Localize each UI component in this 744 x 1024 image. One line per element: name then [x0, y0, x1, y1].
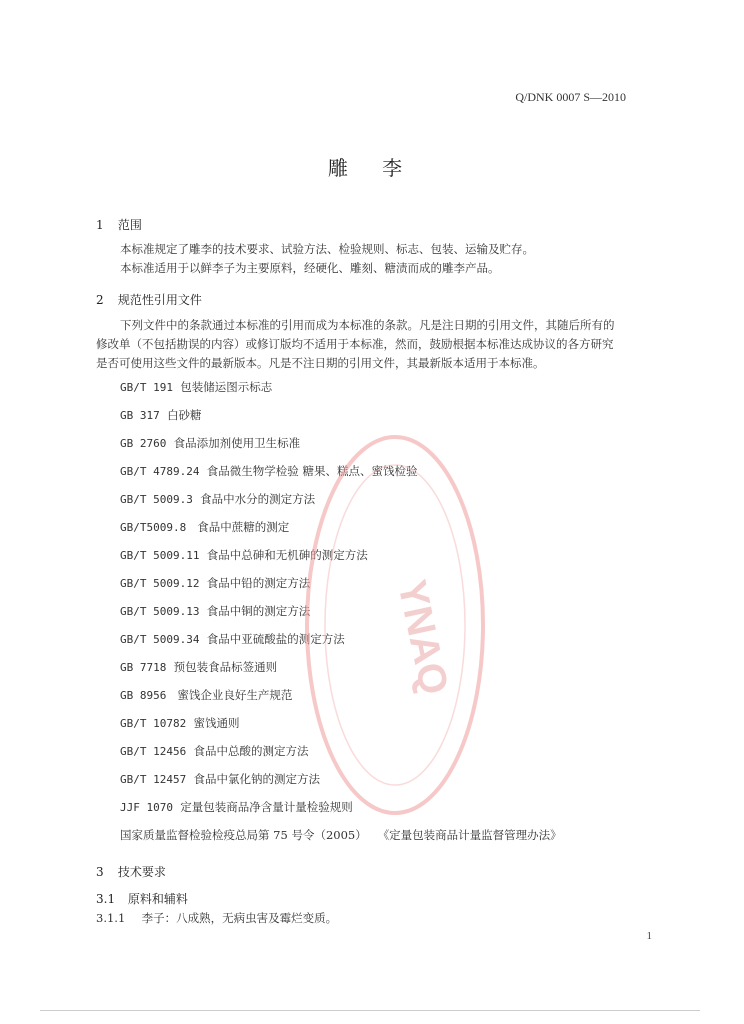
reference-name: 蜜饯通则 [193, 716, 240, 730]
section-2-heading [96, 291, 202, 308]
reference-code: GB/T 5009.34 [120, 633, 200, 646]
reference-name: 食品添加剂使用卫生标准 [173, 436, 301, 450]
reference-item [120, 548, 660, 576]
reference-item [120, 576, 660, 604]
reference-code: GB/T 12457 [120, 773, 187, 786]
paragraph-line: 是否可使用这些文件的最新版本。凡是不注日期的引用文件，其最新版本适用于本标准。 [96, 356, 545, 370]
reference-name: 食品中水分的测定方法 [200, 492, 316, 506]
clause-text: 李子：八成熟，无病虫害及霉烂变质。 [141, 911, 338, 925]
clause-3-1-1 [96, 910, 337, 926]
reference-item [120, 800, 660, 828]
page-number: 1 [646, 930, 652, 942]
paragraph-line: 修改单（不包括勘误的内容）或修订版均不适用于本标准，然而，鼓励根据本标准达成协议的各方研究 [96, 337, 614, 351]
reference-code: GB/T 191 [120, 381, 173, 394]
reference-item [120, 828, 660, 856]
reference-item [120, 660, 660, 688]
reference-name: 食品中总砷和无机砷的测定方法 [206, 548, 368, 562]
reference-code: GB 317 [120, 409, 160, 422]
reference-name: 包装储运图示标志 [180, 380, 273, 394]
section-1-heading [96, 216, 142, 233]
reference-list [120, 380, 660, 856]
reference-name: 食品中铜的测定方法 [206, 604, 311, 618]
reference-name: 食品中总酸的测定方法 [193, 744, 309, 758]
subsection-number: 3.1 [96, 892, 116, 906]
reference-name: 食品中亚硫酸盐的测定方法 [206, 632, 345, 646]
reference-code: GB/T 5009.12 [120, 577, 200, 590]
reference-code: GB/T 12456 [120, 745, 187, 758]
section-number: 1 [96, 218, 104, 232]
paragraph-line: 下列文件中的条款通过本标准的引用而成为本标准的条款。凡是注日期的引用文件，其随后所有的 [120, 318, 615, 332]
reference-code: GB 2760 [120, 437, 167, 450]
reference-item [120, 716, 660, 744]
reference-item [120, 408, 660, 436]
reference-item [120, 380, 660, 408]
page-bottom-border [40, 1010, 700, 1011]
reference-code: GB/T 10782 [120, 717, 187, 730]
reference-name: 白砂糖 [167, 408, 202, 422]
reference-name: 食品中铅的测定方法 [206, 576, 311, 590]
reference-item [120, 744, 660, 772]
standard-code: Q/DNK 0007 S—2010 [515, 90, 626, 104]
reference-item [120, 520, 660, 548]
reference-item [120, 632, 660, 660]
reference-item [120, 436, 660, 464]
section-number: 2 [96, 293, 104, 307]
reference-name: 定量包装商品净含量计量检验规则 [180, 800, 353, 814]
subsection-3-1-heading [96, 890, 188, 907]
reference-code: GB/T 5009.3 [120, 493, 193, 506]
reference-item [120, 772, 660, 800]
reference-code: JJF 1070 [120, 801, 173, 814]
reference-item [120, 492, 660, 520]
reference-code: 国家质量监督检验检疫总局第 75 号令（2005） [120, 828, 367, 842]
reference-name: 食品微生物学检验 糖果、糕点、蜜饯检验 [206, 464, 418, 478]
stamp-lettering: YNAQ [389, 576, 457, 699]
paragraph-line: 本标准规定了雕李的技术要求、试验方法、检验规则、标志、包装、运输及贮存。 [120, 242, 534, 256]
reference-item [120, 688, 660, 716]
reference-code: GB/T 5009.13 [120, 605, 200, 618]
reference-name: 预包装食品标签通则 [173, 660, 278, 674]
section-1-body [96, 240, 658, 278]
reference-code: GB/T5009.8 [120, 521, 187, 534]
reference-item [120, 604, 660, 632]
paragraph-line: 本标准适用于以鲜李子为主要原料，经硬化、雕刻、糖渍而成的雕李产品。 [120, 261, 500, 275]
clause-number: 3.1.1 [96, 911, 126, 925]
reference-code: GB 7718 [120, 661, 167, 674]
reference-item [120, 464, 660, 492]
reference-name: 《定量包装商品计量监督管理办法》 [377, 828, 562, 842]
reference-code: GB/T 4789.24 [120, 465, 200, 478]
section-title: 规范性引用文件 [117, 293, 202, 307]
section-number: 3 [96, 865, 104, 879]
section-3-heading [96, 863, 166, 880]
reference-name: 蜜饯企业良好生产规范 [177, 688, 293, 702]
section-title: 技术要求 [117, 865, 166, 879]
section-title: 范围 [117, 218, 142, 232]
section-2-intro [96, 316, 658, 373]
subsection-title: 原料和辅料 [127, 892, 188, 906]
reference-code: GB 8956 [120, 689, 167, 702]
reference-name: 食品中蔗糖的测定 [197, 520, 290, 534]
reference-name: 食品中氯化钠的测定方法 [193, 772, 321, 786]
document-title: 雕 李 [327, 156, 417, 180]
reference-code: GB/T 5009.11 [120, 549, 200, 562]
